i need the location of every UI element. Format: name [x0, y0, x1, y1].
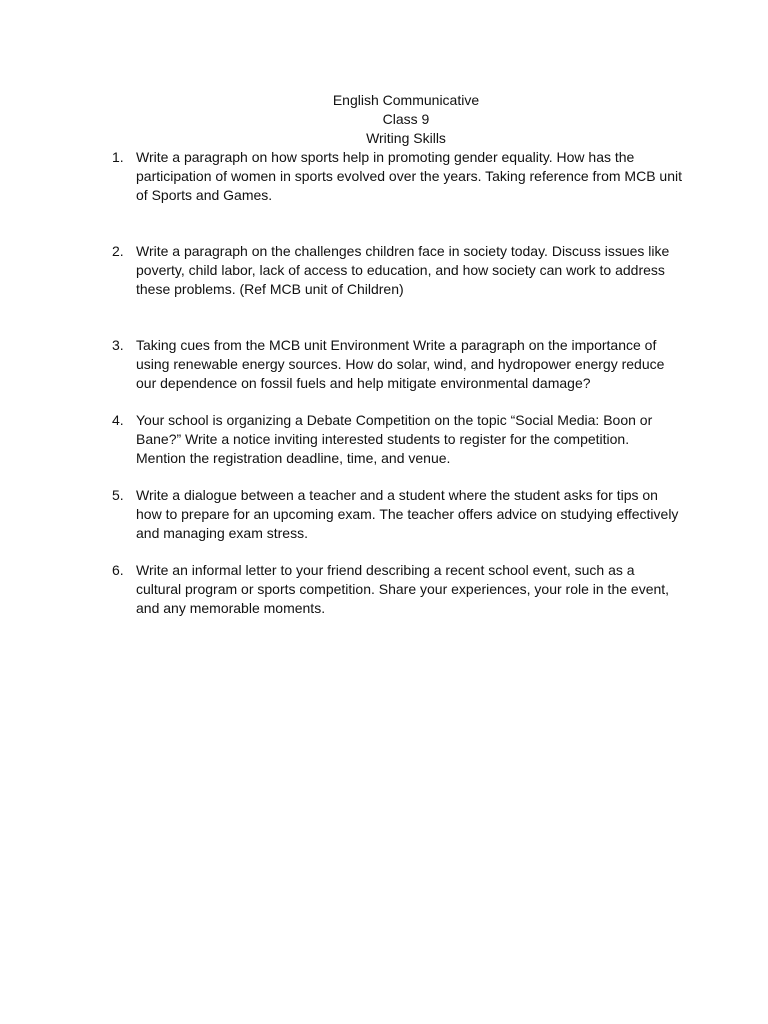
- question-text: Write a paragraph on the challenges children face in society today. Discuss issues like poverty, child labor, lack of access to education, and how society can work to address these problems. (Ref MCB unit of Children): [136, 243, 670, 297]
- question-text: Write an informal letter to your friend describing a recent school event, such as a cultural program or sports competition. Share your experiences, your role in the event, and any memorable moments.: [136, 562, 670, 616]
- question-item: [112, 148, 682, 205]
- question-number: 3.: [112, 337, 124, 353]
- question-item: [112, 242, 682, 299]
- class-label: Class 9: [382, 111, 430, 127]
- question-number: 1.: [112, 149, 124, 165]
- question-number: 2.: [112, 243, 124, 259]
- question-text: Taking cues from the MCB unit Environment Write a paragraph on the importance of using renewable energy sources. How do solar, wind, and hydropower energy reduce our dependence on fossil fuels and help mitigate environmental damage?: [136, 337, 665, 391]
- question-item: [112, 336, 682, 393]
- subject-title: English Communicative: [332, 92, 480, 108]
- question-text: Write a paragraph on how sports help in promoting gender equality. How has the participation of women in sports evolved over the years. Taking reference from MCB unit of Sports and Games.: [136, 149, 682, 203]
- question-item: [112, 561, 682, 618]
- section-title: Writing Skills: [366, 130, 446, 146]
- question-text: Your school is organizing a Debate Competition on the topic “Social Media: Boon or Bane?” Write a notice inviting interested students to register for the competition. Mention the registration deadline, time, and venue.: [136, 412, 653, 466]
- question-number: 6.: [112, 562, 124, 578]
- question-list: [112, 148, 682, 618]
- question-number: 5.: [112, 487, 124, 503]
- document-header: [0, 91, 768, 148]
- question-item: [112, 486, 682, 543]
- question-text: Write a dialogue between a teacher and a student where the student asks for tips on how to prepare for an upcoming exam. The teacher offers advice on studying effectively and managing exam stress.: [136, 487, 679, 541]
- question-item: [112, 411, 682, 468]
- question-number: 4.: [112, 412, 124, 428]
